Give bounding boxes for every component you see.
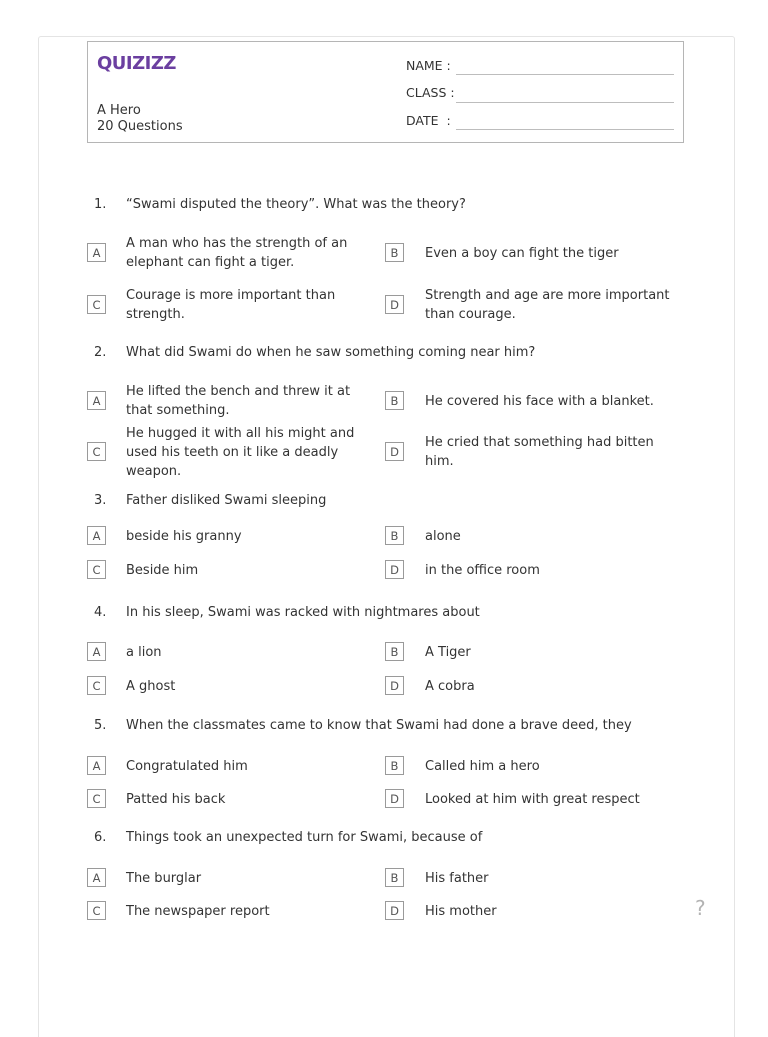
answer-option[interactable]	[126, 666, 376, 706]
question-number: 2.	[94, 345, 107, 360]
option-text: Called him a hero	[425, 758, 540, 774]
question-text: Things took an unexpected turn for Swami, because of	[126, 830, 483, 845]
option-text: Courage is more important than strength.	[126, 288, 336, 322]
option-letter-box[interactable]: B	[385, 642, 404, 661]
option-letter-box[interactable]: A	[87, 526, 106, 545]
option-text: He covered his face with a blanket.	[425, 393, 654, 409]
option-letter-box[interactable]: A	[87, 756, 106, 775]
answer-option[interactable]	[425, 285, 675, 325]
option-letter-box[interactable]: C	[87, 789, 106, 808]
answer-option[interactable]	[126, 285, 376, 325]
option-text: in the office room	[425, 562, 540, 578]
option-letter-box[interactable]: C	[87, 442, 106, 461]
question-number: 5.	[94, 718, 107, 733]
answer-option[interactable]	[425, 550, 675, 590]
question-text: In his sleep, Swami was racked with nightmares about	[126, 605, 480, 620]
quizizz-logo	[97, 50, 177, 74]
question-number: 4.	[94, 605, 107, 620]
date-label: DATE :	[406, 113, 451, 128]
option-letter-box[interactable]: C	[87, 676, 106, 695]
option-text: A ghost	[126, 678, 176, 694]
question-number: 1.	[94, 197, 107, 212]
class-line	[456, 102, 674, 103]
question-text: What did Swami do when he saw something coming near him?	[126, 345, 536, 360]
option-text: The burglar	[126, 870, 202, 886]
option-letter-box[interactable]: C	[87, 901, 106, 920]
answer-option[interactable]	[126, 425, 376, 479]
answer-option[interactable]	[425, 779, 675, 819]
option-text: A man who has the strength of an elephant can fight a tiger.	[126, 236, 348, 270]
option-text: He hugged it with all his might and used his teeth on it like a deadly weapon.	[126, 425, 355, 479]
option-letter-box[interactable]: B	[385, 756, 404, 775]
question-text: “Swami disputed the theory”. What was the theory?	[126, 197, 466, 212]
option-text: He cried that something had bitten him.	[425, 435, 654, 469]
option-text: The newspaper report	[126, 903, 270, 919]
option-letter-box[interactable]: D	[385, 676, 404, 695]
option-letter-box[interactable]: D	[385, 560, 404, 579]
worksheet-header	[87, 41, 684, 143]
option-text: A cobra	[425, 678, 475, 694]
option-text: beside his granny	[126, 528, 242, 544]
question-number: 6.	[94, 830, 107, 845]
option-text: Patted his back	[126, 791, 226, 807]
option-text: His mother	[425, 903, 497, 919]
question-number: 3.	[94, 493, 107, 508]
option-letter-box[interactable]: B	[385, 391, 404, 410]
option-letter-box[interactable]: D	[385, 442, 404, 461]
option-text: He lifted the bench and threw it at that something.	[126, 384, 351, 418]
option-text: Looked at him with great respect	[425, 791, 640, 807]
answer-option[interactable]	[425, 233, 675, 273]
option-text: a lion	[126, 644, 162, 660]
answer-option[interactable]	[126, 381, 376, 421]
option-letter-box[interactable]: D	[385, 295, 404, 314]
option-text: Congratulated him	[126, 758, 248, 774]
option-text: His father	[425, 870, 489, 886]
option-letter-box[interactable]: B	[385, 243, 404, 262]
option-letter-box[interactable]: B	[385, 526, 404, 545]
name-line	[456, 74, 674, 75]
option-text: Even a boy can fight the tiger	[425, 245, 619, 261]
question-text: Father disliked Swami sleeping	[126, 493, 327, 508]
quiz-title: A Hero	[97, 103, 141, 118]
option-letter-box[interactable]: B	[385, 868, 404, 887]
option-letter-box[interactable]: D	[385, 789, 404, 808]
answer-option[interactable]	[425, 891, 675, 931]
question-text: When the classmates came to know that Swami had done a brave deed, they	[126, 718, 632, 733]
option-text: Beside him	[126, 562, 199, 578]
answer-option[interactable]	[126, 233, 376, 273]
answer-option[interactable]	[425, 666, 675, 706]
option-letter-box[interactable]: A	[87, 391, 106, 410]
option-letter-box[interactable]: A	[87, 868, 106, 887]
question-count: 20 Questions	[97, 119, 183, 134]
option-text: Strength and age are more important than courage.	[425, 288, 670, 322]
option-letter-box[interactable]: A	[87, 243, 106, 262]
answer-option[interactable]	[425, 432, 675, 472]
option-letter-box[interactable]: C	[87, 560, 106, 579]
option-text: alone	[425, 528, 461, 544]
logo-text: QUIZIZZ	[97, 53, 176, 74]
class-label: CLASS :	[406, 85, 455, 100]
option-letter-box[interactable]: C	[87, 295, 106, 314]
answer-option[interactable]	[126, 550, 376, 590]
answer-option[interactable]	[126, 891, 376, 931]
option-text: A Tiger	[425, 644, 471, 660]
answer-option[interactable]	[425, 381, 675, 421]
name-label: NAME :	[406, 58, 451, 73]
date-line	[456, 129, 674, 130]
answer-option[interactable]	[126, 779, 376, 819]
help-icon[interactable]: ?	[695, 896, 706, 920]
option-letter-box[interactable]: D	[385, 901, 404, 920]
option-letter-box[interactable]: A	[87, 642, 106, 661]
